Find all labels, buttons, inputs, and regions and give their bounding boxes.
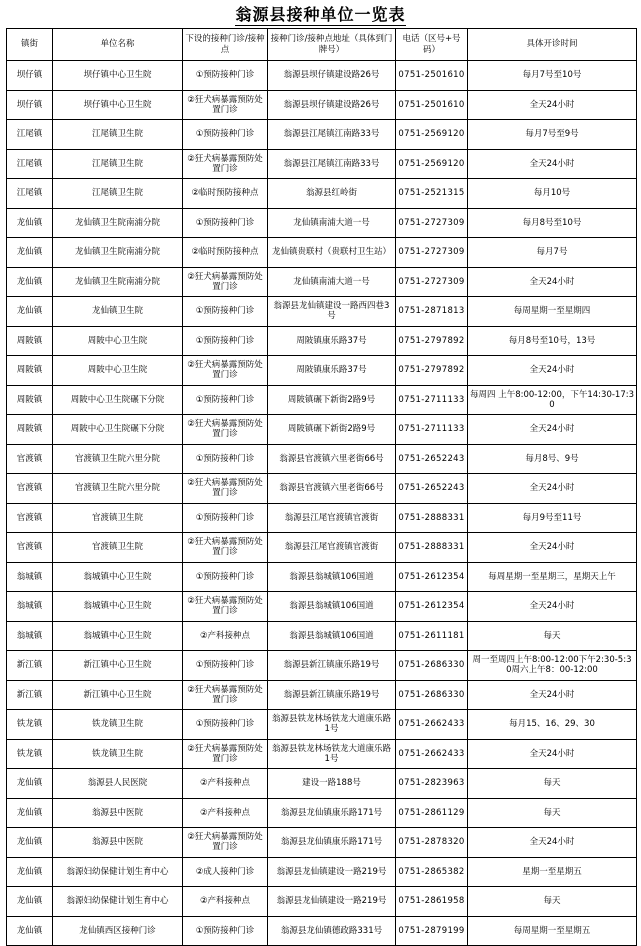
cell-unit: 官渡镇卫生院 <box>53 503 183 533</box>
cell-type: ①预防接种门诊 <box>183 651 268 681</box>
cell-time: 每周星期一至星期三，星期天上午 <box>468 562 637 592</box>
table-row <box>7 503 637 533</box>
cell-type: ②狂犬病暴露预防处置门诊 <box>183 149 268 179</box>
cell-addr: 建设一路188号 <box>268 769 396 799</box>
cell-type: ②狂犬病暴露预防处置门诊 <box>183 356 268 386</box>
cell-type: ②成人接种门诊 <box>183 857 268 887</box>
cell-town: 周陂镇 <box>7 356 53 386</box>
cell-town: 周陂镇 <box>7 415 53 445</box>
cell-phone: 0751-2569120 <box>396 149 468 179</box>
table-row <box>7 444 637 474</box>
cell-time: 每月15、16、29、30 <box>468 710 637 740</box>
cell-type: ②临时预防接种点 <box>183 238 268 268</box>
cell-time: 全天24小时 <box>468 415 637 445</box>
table-row <box>7 562 637 592</box>
cell-type: ①预防接种门诊 <box>183 208 268 238</box>
table-row <box>7 798 637 828</box>
table-row <box>7 651 637 681</box>
header-town: 镇街 <box>7 29 53 61</box>
cell-type: ②临时预防接种点 <box>183 179 268 209</box>
cell-phone: 0751-2611181 <box>396 621 468 651</box>
cell-phone: 0751-2879199 <box>396 916 468 946</box>
table-row <box>7 415 637 445</box>
cell-town: 江尾镇 <box>7 149 53 179</box>
cell-type: ②产科接种点 <box>183 887 268 917</box>
cell-phone: 0751-2888331 <box>396 503 468 533</box>
cell-type: ②狂犬病暴露预防处置门诊 <box>183 90 268 120</box>
cell-phone: 0751-2612354 <box>396 562 468 592</box>
title-text: 翁源县接种单位一览表 <box>235 5 406 24</box>
cell-addr: 翁源县官渡镇六里老街66号 <box>268 444 396 474</box>
cell-town: 龙仙镇 <box>7 798 53 828</box>
cell-addr: 翁源县坝仔镇建设路26号 <box>268 90 396 120</box>
cell-unit: 官渡镇卫生院六里分院 <box>53 474 183 504</box>
cell-addr: 周陂镇碾下新街2路9号 <box>268 415 396 445</box>
cell-town: 龙仙镇 <box>7 916 53 946</box>
cell-phone: 0751-2871813 <box>396 297 468 327</box>
cell-type: ②产科接种点 <box>183 798 268 828</box>
cell-type: ①预防接种门诊 <box>183 503 268 533</box>
cell-type: ①预防接种门诊 <box>183 385 268 415</box>
cell-addr: 翁源县江尾官渡镇官渡街 <box>268 533 396 563</box>
document-title <box>0 4 641 26</box>
cell-unit: 翁城镇中心卫生院 <box>53 562 183 592</box>
cell-phone: 0751-2727309 <box>396 208 468 238</box>
table-row <box>7 621 637 651</box>
cell-time: 全天24小时 <box>468 680 637 710</box>
cell-unit: 龙仙镇卫生院南浦分院 <box>53 238 183 268</box>
cell-addr: 龙仙镇南浦大道一号 <box>268 267 396 297</box>
cell-town: 龙仙镇 <box>7 267 53 297</box>
cell-unit: 江尾镇卫生院 <box>53 179 183 209</box>
cell-time: 每天 <box>468 769 637 799</box>
cell-addr: 翁源县红岭街 <box>268 179 396 209</box>
cell-time: 每天 <box>468 798 637 828</box>
vaccination-units-table <box>6 28 637 946</box>
cell-phone: 0751-2711133 <box>396 415 468 445</box>
cell-unit: 翁源县中医院 <box>53 798 183 828</box>
table-row <box>7 267 637 297</box>
cell-unit: 江尾镇卫生院 <box>53 120 183 150</box>
cell-phone: 0751-2612354 <box>396 592 468 622</box>
cell-town: 龙仙镇 <box>7 238 53 268</box>
cell-time: 每天 <box>468 887 637 917</box>
cell-time: 全天24小时 <box>468 474 637 504</box>
cell-addr: 龙仙镇南浦大道一号 <box>268 208 396 238</box>
cell-type: ①预防接种门诊 <box>183 297 268 327</box>
cell-unit: 翁源妇幼保健计划生育中心 <box>53 857 183 887</box>
cell-unit: 官渡镇卫生院 <box>53 533 183 563</box>
cell-town: 铁龙镇 <box>7 710 53 740</box>
cell-addr: 翁源县新江镇康乐路19号 <box>268 680 396 710</box>
table-row <box>7 710 637 740</box>
cell-town: 周陂镇 <box>7 385 53 415</box>
cell-phone: 0751-2652243 <box>396 444 468 474</box>
cell-phone: 0751-2727309 <box>396 267 468 297</box>
table-body <box>7 61 637 946</box>
table-row <box>7 857 637 887</box>
header-phone: 电话（区号+号码） <box>396 29 468 61</box>
table-row <box>7 149 637 179</box>
cell-town: 官渡镇 <box>7 533 53 563</box>
cell-addr: 翁源县龙仙镇康乐路171号 <box>268 798 396 828</box>
cell-type: ①预防接种门诊 <box>183 120 268 150</box>
table-row <box>7 592 637 622</box>
cell-addr: 翁源县龙仙镇建设一路219号 <box>268 857 396 887</box>
cell-unit: 翁源县人民医院 <box>53 769 183 799</box>
cell-phone: 0751-2652243 <box>396 474 468 504</box>
cell-town: 翁城镇 <box>7 562 53 592</box>
cell-addr: 翁源县翁城镇106国道 <box>268 592 396 622</box>
table-row <box>7 297 637 327</box>
cell-unit: 坝仔镇中心卫生院 <box>53 90 183 120</box>
cell-time: 全天24小时 <box>468 267 637 297</box>
cell-addr: 翁源县新江镇康乐路19号 <box>268 651 396 681</box>
header-time: 具体开诊时间 <box>468 29 637 61</box>
cell-unit: 龙仙镇卫生院 <box>53 297 183 327</box>
cell-phone: 0751-2888331 <box>396 533 468 563</box>
cell-type: ②狂犬病暴露预防处置门诊 <box>183 267 268 297</box>
table-row <box>7 887 637 917</box>
cell-phone: 0751-2662433 <box>396 710 468 740</box>
cell-addr: 翁源县翁城镇106国道 <box>268 621 396 651</box>
table-row <box>7 356 637 386</box>
cell-time: 每月10号 <box>468 179 637 209</box>
table-row <box>7 828 637 858</box>
cell-addr: 翁源县坝仔镇建设路26号 <box>268 61 396 91</box>
cell-addr: 翁源县江尾官渡镇官渡街 <box>268 503 396 533</box>
header-unit: 单位名称 <box>53 29 183 61</box>
cell-phone: 0751-2727309 <box>396 238 468 268</box>
cell-time: 全天24小时 <box>468 149 637 179</box>
cell-time: 全天24小时 <box>468 592 637 622</box>
table-row <box>7 208 637 238</box>
cell-phone: 0751-2686330 <box>396 651 468 681</box>
cell-town: 坝仔镇 <box>7 61 53 91</box>
cell-town: 龙仙镇 <box>7 208 53 238</box>
cell-town: 新江镇 <box>7 680 53 710</box>
table-row <box>7 769 637 799</box>
cell-phone: 0751-2501610 <box>396 61 468 91</box>
cell-type: ②产科接种点 <box>183 621 268 651</box>
cell-time: 每周四 上午8:00-12:00，下午14:30-17:30 <box>468 385 637 415</box>
cell-time: 每月7号 <box>468 238 637 268</box>
cell-type: ①预防接种门诊 <box>183 61 268 91</box>
cell-time: 星期一至星期五 <box>468 857 637 887</box>
cell-phone: 0751-2823963 <box>396 769 468 799</box>
cell-addr: 翁源县翁城镇106国道 <box>268 562 396 592</box>
cell-town: 龙仙镇 <box>7 857 53 887</box>
cell-time: 每月8号至10号，13号 <box>468 326 637 356</box>
table-row <box>7 238 637 268</box>
table-row <box>7 474 637 504</box>
cell-addr: 周陂镇碾下新街2路9号 <box>268 385 396 415</box>
header-type: 下设的接种门诊/接种点 <box>183 29 268 61</box>
cell-phone: 0751-2861129 <box>396 798 468 828</box>
cell-type: ②狂犬病暴露预防处置门诊 <box>183 415 268 445</box>
table-row <box>7 680 637 710</box>
cell-phone: 0751-2501610 <box>396 90 468 120</box>
cell-time: 每月8号至10号 <box>468 208 637 238</box>
cell-unit: 翁城镇中心卫生院 <box>53 621 183 651</box>
cell-addr: 周陂镇康乐路37号 <box>268 356 396 386</box>
cell-phone: 0751-2797892 <box>396 356 468 386</box>
cell-addr: 周陂镇康乐路37号 <box>268 326 396 356</box>
cell-unit: 周陂中心卫生院 <box>53 326 183 356</box>
header-row <box>7 29 637 61</box>
cell-type: ①预防接种门诊 <box>183 710 268 740</box>
cell-unit: 新江镇中心卫生院 <box>53 680 183 710</box>
table-row <box>7 61 637 91</box>
cell-type: ②狂犬病暴露预防处置门诊 <box>183 474 268 504</box>
cell-type: ①预防接种门诊 <box>183 326 268 356</box>
cell-town: 官渡镇 <box>7 474 53 504</box>
header-addr: 接种门诊/接种点地址（具体到门牌号） <box>268 29 396 61</box>
cell-type: ②狂犬病暴露预防处置门诊 <box>183 680 268 710</box>
cell-town: 周陂镇 <box>7 326 53 356</box>
cell-phone: 0751-2569120 <box>396 120 468 150</box>
cell-addr: 翁源县江尾镇江南路33号 <box>268 149 396 179</box>
cell-unit: 周陂中心卫生院 <box>53 356 183 386</box>
cell-phone: 0751-2861958 <box>396 887 468 917</box>
cell-type: ②狂犬病暴露预防处置门诊 <box>183 592 268 622</box>
cell-type: ②产科接种点 <box>183 769 268 799</box>
cell-addr: 龙仙镇贵联村（贵联村卫生站） <box>268 238 396 268</box>
cell-town: 龙仙镇 <box>7 769 53 799</box>
cell-town: 翁城镇 <box>7 592 53 622</box>
cell-town: 龙仙镇 <box>7 297 53 327</box>
cell-unit: 铁龙镇卫生院 <box>53 710 183 740</box>
cell-addr: 翁源县江尾镇江南路33号 <box>268 120 396 150</box>
cell-town: 官渡镇 <box>7 444 53 474</box>
cell-phone: 0751-2662433 <box>396 739 468 769</box>
cell-unit: 新江镇中心卫生院 <box>53 651 183 681</box>
cell-type: ①预防接种门诊 <box>183 444 268 474</box>
cell-addr: 翁源县龙仙镇建设一路西四巷3号 <box>268 297 396 327</box>
cell-addr: 翁源县官渡镇六里老街66号 <box>268 474 396 504</box>
cell-type: ②狂犬病暴露预防处置门诊 <box>183 533 268 563</box>
table-row <box>7 385 637 415</box>
cell-town: 江尾镇 <box>7 179 53 209</box>
cell-time: 每月8号、9号 <box>468 444 637 474</box>
cell-time: 全天24小时 <box>468 828 637 858</box>
cell-town: 铁龙镇 <box>7 739 53 769</box>
cell-town: 龙仙镇 <box>7 828 53 858</box>
cell-type: ①预防接种门诊 <box>183 562 268 592</box>
cell-time: 全天24小时 <box>468 356 637 386</box>
cell-unit: 龙仙镇西区接种门诊 <box>53 916 183 946</box>
cell-phone: 0751-2521315 <box>396 179 468 209</box>
cell-town: 官渡镇 <box>7 503 53 533</box>
table-row <box>7 326 637 356</box>
cell-addr: 翁源县龙仙镇德政路331号 <box>268 916 396 946</box>
cell-phone: 0751-2711133 <box>396 385 468 415</box>
cell-phone: 0751-2797892 <box>396 326 468 356</box>
table-row <box>7 533 637 563</box>
table-row <box>7 179 637 209</box>
cell-unit: 周陂中心卫生院碾下分院 <box>53 415 183 445</box>
cell-unit: 龙仙镇卫生院南浦分院 <box>53 267 183 297</box>
cell-time: 每月9号至11号 <box>468 503 637 533</box>
table-row <box>7 90 637 120</box>
cell-town: 江尾镇 <box>7 120 53 150</box>
cell-type: ②狂犬病暴露预防处置门诊 <box>183 828 268 858</box>
cell-time: 每周星期一至星期五 <box>468 916 637 946</box>
cell-time: 每月7号至10号 <box>468 61 637 91</box>
cell-addr: 翁源县铁龙林场铁龙大道康乐路1号 <box>268 739 396 769</box>
table-row <box>7 120 637 150</box>
cell-unit: 铁龙镇卫生院 <box>53 739 183 769</box>
cell-unit: 翁城镇中心卫生院 <box>53 592 183 622</box>
cell-phone: 0751-2878320 <box>396 828 468 858</box>
cell-unit: 周陂中心卫生院碾下分院 <box>53 385 183 415</box>
cell-town: 翁城镇 <box>7 621 53 651</box>
cell-town: 坝仔镇 <box>7 90 53 120</box>
table-row <box>7 916 637 946</box>
cell-unit: 翁源县中医院 <box>53 828 183 858</box>
cell-time: 每周星期一至星期四 <box>468 297 637 327</box>
cell-unit: 龙仙镇卫生院南浦分院 <box>53 208 183 238</box>
cell-type: ①预防接种门诊 <box>183 916 268 946</box>
table-row <box>7 739 637 769</box>
cell-time: 全天24小时 <box>468 90 637 120</box>
cell-town: 新江镇 <box>7 651 53 681</box>
cell-unit: 翁源妇幼保健计划生育中心 <box>53 887 183 917</box>
cell-unit: 江尾镇卫生院 <box>53 149 183 179</box>
cell-type: ②狂犬病暴露预防处置门诊 <box>183 739 268 769</box>
cell-unit: 坝仔镇中心卫生院 <box>53 61 183 91</box>
cell-town: 龙仙镇 <box>7 887 53 917</box>
cell-time: 全天24小时 <box>468 533 637 563</box>
cell-unit: 官渡镇卫生院六里分院 <box>53 444 183 474</box>
cell-phone: 0751-2865382 <box>396 857 468 887</box>
cell-addr: 翁源县龙仙镇建设一路219号 <box>268 887 396 917</box>
cell-addr: 翁源县铁龙林场铁龙大道康乐路1号 <box>268 710 396 740</box>
cell-time: 全天24小时 <box>468 739 637 769</box>
cell-addr: 翁源县龙仙镇康乐路171号 <box>268 828 396 858</box>
cell-time: 每月7号至9号 <box>468 120 637 150</box>
cell-time: 每天 <box>468 621 637 651</box>
cell-phone: 0751-2686330 <box>396 680 468 710</box>
cell-time: 周一至周四上午8:00-12:00下午2:30-5:30周六上午8：00-12:00 <box>468 651 637 681</box>
